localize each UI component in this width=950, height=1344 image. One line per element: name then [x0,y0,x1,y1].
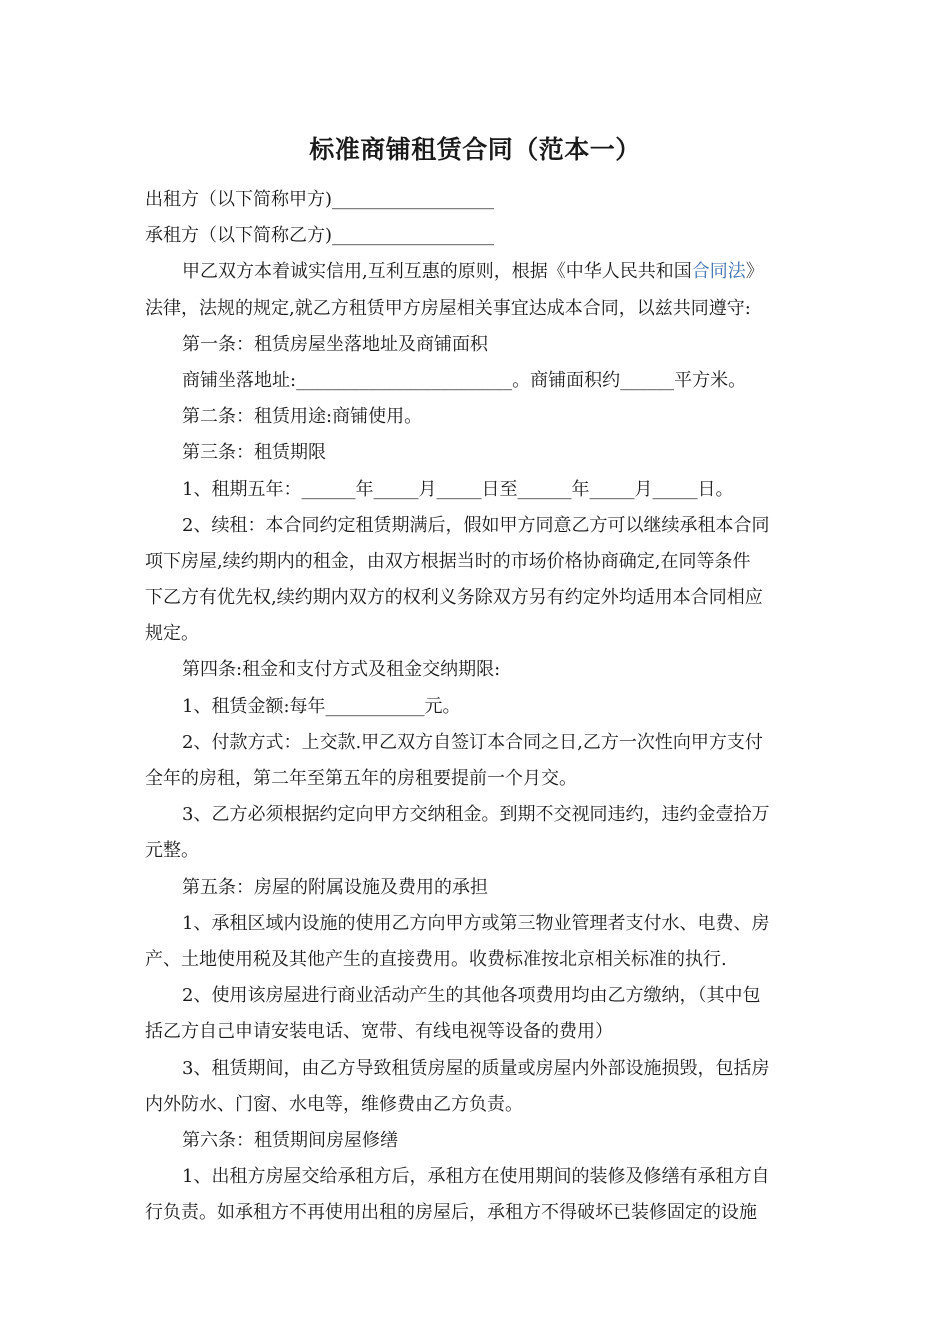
business-fees-line-2: 括乙方自己申请安装电话、宽带、有线电视等设备的费用） [145,1021,613,1043]
preamble-line-2: 法律，法规的规定,就乙方租赁甲方房屋相关事宜达成本合同，以兹共同遵守: [145,297,751,319]
renewal-line-4: 规定。 [145,623,199,645]
payment-method-line-2: 全年的房租，第二年至第五年的房租要提前一个月交。 [145,768,577,789]
article-3-heading: 第三条：租赁期限 [182,442,326,464]
damage-line-1: 3、租赁期间，由乙方导致租赁房屋的质量或房屋内外部设施损毁，包括房 [182,1057,770,1079]
document-title: 标准商铺租赁合同（范本一） [309,135,641,164]
rent-amount-line: 1、租赁金额:每年___________元。 [182,695,461,717]
damage-line-2: 内外防水、门窗、水电等，维修费由乙方负责。 [145,1093,523,1115]
article-5-heading: 第五条：房屋的附属设施及费用的承担 [182,876,488,898]
preamble-line-1 [145,254,807,290]
contract-law-link[interactable]: 合同法 [691,261,746,283]
lessee-line: 承租方（以下简称乙方)__________________ [145,225,495,247]
lease-term-line: 1、租期五年：______年_____月_____日至______年_____月_____日。 [182,478,734,500]
renewal-line-3: 下乙方有优先权,续约期内双方的权利义务除双方另有约定外均适用本合同相应 [145,587,763,609]
article-1-heading: 第一条：租赁房屋坐落地址及商铺面积 [182,333,488,355]
lessor-line: 出租方（以下简称甲方)__________________ [145,189,495,210]
contract-body [145,182,807,1231]
renewal-line-1: 2、续租：本合同约定租赁期满后，假如甲方同意乙方可以继续承租本合同 [182,514,770,536]
repair-line-1: 1、出租方房屋交给承租方后，承租方在使用期间的装修及修缮有承租方自 [182,1166,770,1188]
facility-fees-line-1: 1、承租区域内设施的使用乙方向甲方或第三物业管理者支付水、电费、房 [182,912,770,934]
late-payment-line-1: 3、乙方必须根据约定向甲方交纳租金。到期不交视同违约，违约金壹拾万 [182,804,770,826]
business-fees-line-1: 2、使用该房屋进行商业活动产生的其他各项费用均由乙方缴纳，（其中包 [182,985,761,1007]
late-payment-line-2: 元整。 [145,840,199,862]
preamble-text-end: 》 [745,261,764,283]
shop-address-line: 商铺坐落地址:________________________。商铺面积约______平方米。 [182,369,747,391]
repair-line-2: 行负责。如承租方不再使用出租的房屋后，承租方不得破坏已装修固定的设施 [145,1202,757,1224]
facility-fees-line-2: 产、土地使用税及其他产生的直接费用。收费标准按北京相关标准的执行. [145,948,727,970]
article-2-heading: 第二条：租赁用途:商铺使用。 [182,406,423,428]
payment-method-line-1: 2、付款方式：上交款.甲乙双方自签订本合同之日,乙方一次性向甲方支付 [182,731,763,753]
article-4-heading: 第四条:租金和支付方式及租金交纳期限: [182,659,501,681]
preamble-text: 甲乙双方本着诚实信用,互利互惠的原则，根据《中华人民共和国 [182,261,692,283]
article-6-heading: 第六条：租赁期间房屋修缮 [182,1129,398,1151]
renewal-line-2: 项下房屋,续约期内的租金，由双方根据当时的市场价格协商确定,在同等条件 [145,550,751,572]
